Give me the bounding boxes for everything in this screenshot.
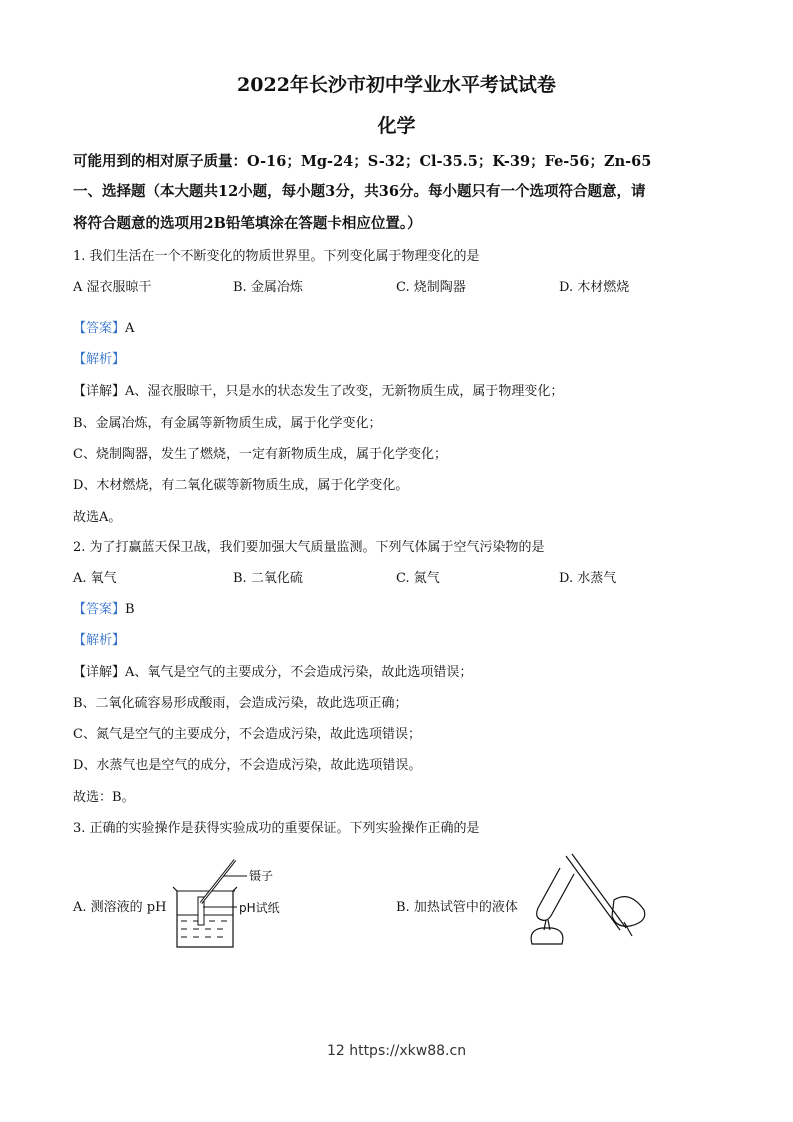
page-footer: 12 https://xkw88.cn <box>326 1043 467 1059</box>
q2-detail: C、氮气是空气的主要成分，不会造成污染，故此选项错误； <box>73 727 421 742</box>
q2-detail: 【详解】A、氧气是空气的主要成分，不会造成污染，故此选项错误； <box>73 665 473 680</box>
ph-paper-label: pH试纸 <box>239 901 280 915</box>
q2-detail: D、水蒸气也是空气的成分，不会造成污染，故此选项错误。 <box>73 758 422 773</box>
q3-stem: 3. 正确的实验操作是获得实验成功的重要保证。下列实验操作正确的是 <box>73 821 480 836</box>
q2-analysis-label: 【解析】 <box>73 633 126 648</box>
q1-detail: 【详解】A、湿衣服晾干，只是水的状态发生了改变，无新物质生成，属于物理变化； <box>73 384 564 399</box>
q2-detail: B、二氧化硫容易形成酸雨，会造成污染，故此选项正确； <box>73 696 408 711</box>
q2-conclusion: 故选：B。 <box>73 790 135 805</box>
q3-option-a: A. 测溶液的 pH <box>73 900 167 915</box>
q1-stem: 1. 我们生活在一个不断变化的物质世界里。下列变化属于物理变化的是 <box>73 249 480 264</box>
section-heading-cont: 将符合题意的选项用2B铅笔填涂在答题卡相应位置。） <box>73 215 422 232</box>
answer-label: 【答案】 <box>73 321 126 336</box>
q1-conclusion: 故选A。 <box>73 510 122 525</box>
q1-detail: B、金属冶炼，有金属等新物质生成，属于化学变化； <box>73 416 382 431</box>
q1-analysis-label: 【解析】 <box>73 352 126 367</box>
q1-detail: C、烧制陶器，发生了燃烧，一定有新物质生成，属于化学变化； <box>73 447 447 462</box>
q2-stem: 2. 为了打赢蓝天保卫战，我们要加强大气质量监测。下列气体属于空气污染物的是 <box>73 540 545 555</box>
q1-detail: D、木材燃烧，有二氧化碳等新物质生成，属于化学变化。 <box>73 478 409 493</box>
q2-option-d: D. 水蒸气 <box>559 571 617 586</box>
answer-value: A <box>125 321 135 336</box>
q2-option-c: C. 氮气 <box>396 571 440 586</box>
subject-title: 化学 <box>377 115 416 137</box>
section-heading: 一、选择题（本大题共12小题，每小题3分，共36分。每小题只有一个选项符合题意，请 <box>73 183 646 200</box>
q1-option-d: D. 木材燃烧 <box>559 280 630 295</box>
answer-value: B <box>125 602 135 617</box>
answer-label: 【答案】 <box>73 602 126 617</box>
page-title: 2022年长沙市初中学业水平考试试卷 <box>237 74 556 96</box>
q2-option-a: A. 氧气 <box>73 571 117 586</box>
heating-test-tube-figure <box>520 850 650 950</box>
q1-option-c: C. 烧制陶器 <box>396 280 466 295</box>
atomic-masses: 可能用到的相对原子质量：O-16；Mg-24；S-32；Cl-35.5；K-39；Fe-56；Zn-65 <box>73 153 652 170</box>
q3-option-b: B. 加热试管中的液体 <box>396 900 518 915</box>
q1-option-b: B. 金属冶炼 <box>233 280 303 295</box>
q2-option-b: B. 二氧化硫 <box>233 571 303 586</box>
q1-answer <box>73 317 134 336</box>
q2-answer <box>73 598 135 617</box>
tweezers-label: 镊子 <box>249 869 274 883</box>
beaker-ph-figure <box>165 855 300 955</box>
q1-option-a: A 湿衣服晾干 <box>73 280 152 295</box>
